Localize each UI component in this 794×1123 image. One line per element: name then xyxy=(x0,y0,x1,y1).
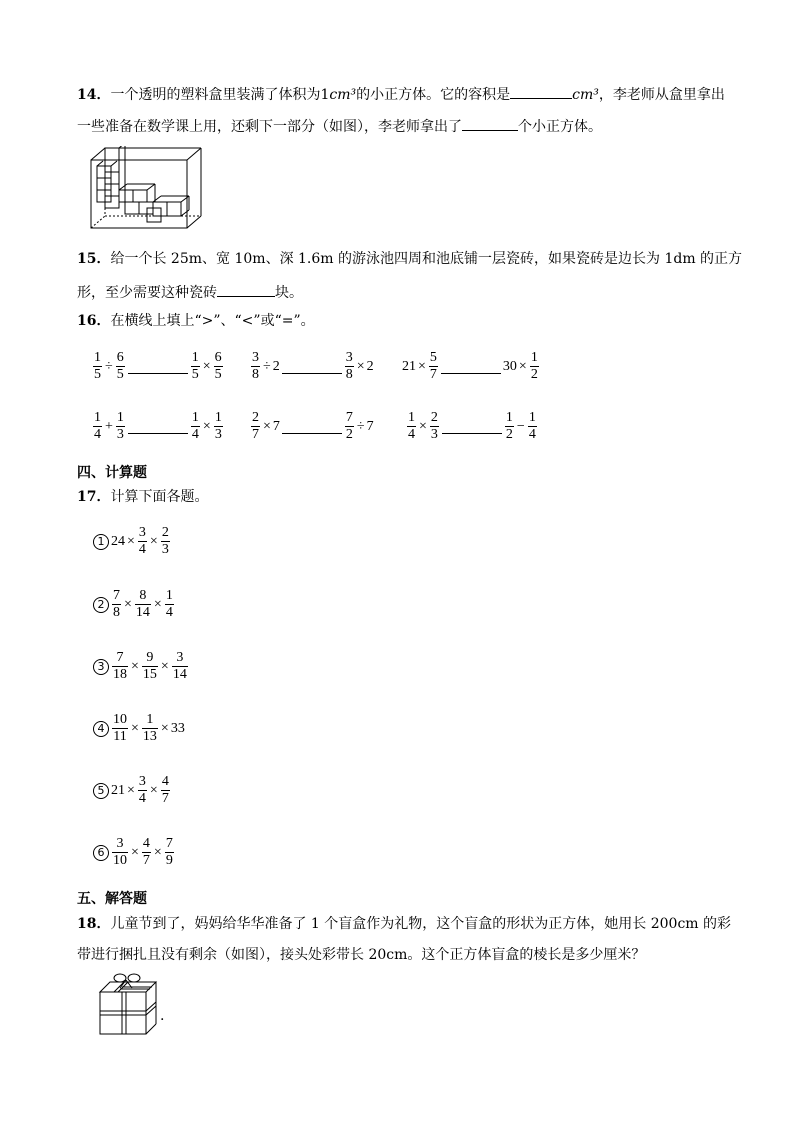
q16-r2-c3: $\frac{1}{4}$ × $\frac{2}{3}$ $\frac{1}{2}$ − $\frac{1}{4}$ xyxy=(408,410,536,442)
q18-gift-box-figure xyxy=(96,954,168,1038)
q14-line2: 一些准备在数学课上用，还剩下一部分（如图），李老师拿出了 个小正方体。 xyxy=(77,116,602,136)
q18-line1: 18．儿童节到了，妈妈给华华准备了 1 个盲盒作为礼物，这个盲盒的形状为正方体，她用长 200cm 的彩 xyxy=(77,916,732,932)
q17-item-6: 6 $\frac{3}{10}$ × $\frac{4}{7}$ × $\frac{7}{9}$ xyxy=(93,836,175,869)
q14-blank-count[interactable] xyxy=(462,116,518,131)
q15-line2: 形，至少需要这种瓷砖 块。 xyxy=(77,282,303,302)
q17-item-4: 4 $\frac{10}{11}$ × $\frac{1}{13}$ × 33 xyxy=(93,712,185,745)
q17-number: 17． xyxy=(77,489,111,505)
q16-blank-6[interactable] xyxy=(442,415,502,434)
q15-number: 15． xyxy=(77,251,111,267)
q16-blank-4[interactable] xyxy=(128,415,188,434)
section-4-title: 四、计算题 xyxy=(77,465,147,481)
q14-line1: 14．一个透明的塑料盒里装满了体积为1cm³的小正方体。它的容积是 cm³，李老师从盒里拿出 xyxy=(77,84,725,104)
q18-number: 18． xyxy=(77,916,111,932)
q16-blank-3[interactable] xyxy=(441,355,501,374)
q16-line: 16．在横线上填上“>”、“<”或“=”。 xyxy=(77,313,315,329)
q17-item-1: 1 24 × $\frac{3}{4}$ × $\frac{2}{3}$ xyxy=(93,525,171,558)
q16-r2-c1: $\frac{1}{4}$ + $\frac{1}{3}$ $\frac{1}{4}$ × $\frac{1}{3}$ xyxy=(94,410,222,442)
q18-figure-dot: . xyxy=(160,1008,165,1024)
q14-number: 14． xyxy=(77,87,111,103)
q17-item-2: 2 $\frac{7}{8}$ × $\frac{8}{14}$ × $\frac{1}{4}$ xyxy=(93,588,175,621)
q16-r1-c1: $\frac{1}{5}$ ÷ $\frac{6}{5}$ $\frac{1}{5}$ × $\frac{6}{5}$ xyxy=(94,350,222,382)
q18-line2: 带进行捆扎且没有剩余（如图），接头处彩带长 20cm。这个正方体盲盒的棱长是多少厘米？ xyxy=(77,947,646,963)
q14-box-figure xyxy=(89,146,204,230)
q16-blank-5[interactable] xyxy=(282,415,342,434)
q16-blank-1[interactable] xyxy=(128,355,188,374)
q15-line1: 15．给一个长 25m、宽 10m、深 1.6m 的游泳池四周和池底铺一层瓷砖，如果瓷砖是边长为 1dm 的正方 xyxy=(77,251,743,267)
q16-blank-2[interactable] xyxy=(282,355,342,374)
q17-item-5: 5 21 × $\frac{3}{4}$ × $\frac{4}{7}$ xyxy=(93,774,171,807)
q16-r1-c3: 21 × $\frac{5}{7}$ 30 × $\frac{1}{2}$ xyxy=(402,350,538,382)
q16-number: 16． xyxy=(77,313,111,329)
section-5-title: 五、解答题 xyxy=(77,891,147,907)
q17-item-3: 3 $\frac{7}{18}$ × $\frac{9}{15}$ × $\frac{3}{14}$ xyxy=(93,650,189,683)
q15-blank[interactable] xyxy=(217,282,275,297)
q16-r2-c2: $\frac{2}{7}$ × 7 $\frac{7}{2}$ ÷ 7 xyxy=(252,410,374,442)
q14-blank-capacity[interactable] xyxy=(510,84,572,99)
q17-line: 17．计算下面各题。 xyxy=(77,489,209,505)
q16-r1-c2: $\frac{3}{8}$ ÷ 2 $\frac{3}{8}$ × 2 xyxy=(252,350,374,382)
